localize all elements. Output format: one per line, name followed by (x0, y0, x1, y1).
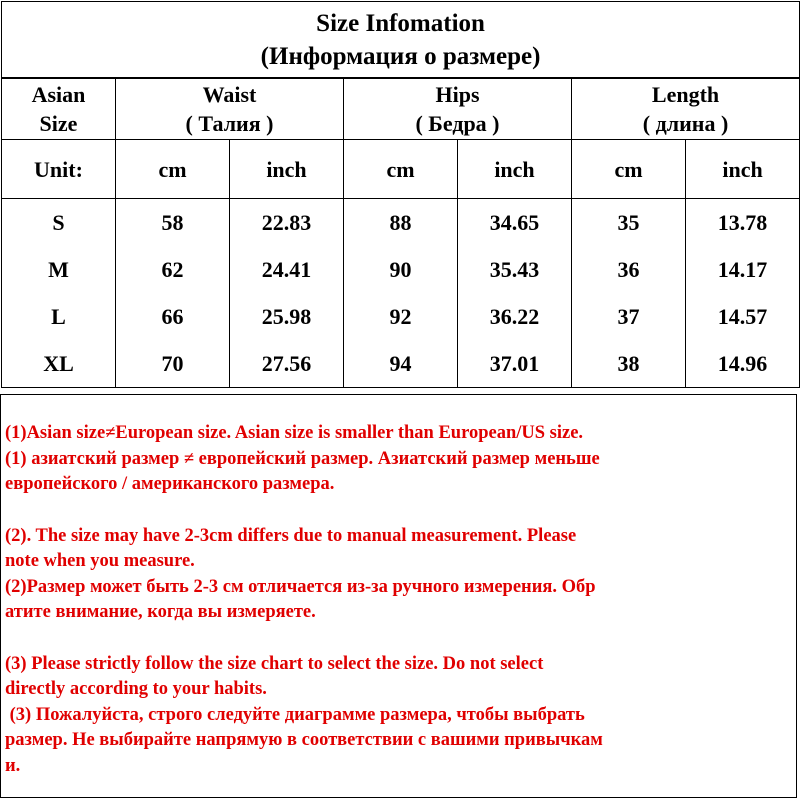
note-2-ru-line-1: (2)Размер может быть 2-3 см отличается из-за ручного измерения. Обр (5, 576, 596, 597)
title-line-ru: (Информация о размере) (260, 42, 541, 70)
table-row-m (2, 246, 800, 293)
waist-cm-cell: 66 (116, 293, 230, 340)
table-row-s (2, 199, 800, 247)
hips-cm-cell: 90 (344, 246, 458, 293)
size-table (1, 1, 800, 388)
waist-inch-cell: 27.56 (230, 340, 344, 388)
hips-inch-cell: 34.65 (458, 199, 572, 247)
header-size-label: Size (39, 111, 78, 136)
length-cm-cell: 36 (572, 246, 686, 293)
length-cm-cell: 37 (572, 293, 686, 340)
header-waist (116, 78, 344, 140)
size-cell: M (2, 246, 116, 293)
note-3-ru-line-3: и. (5, 755, 21, 776)
note-2-en-line-2: note when you measure. (5, 551, 195, 571)
waist-inch-cell: 22.83 (230, 199, 344, 247)
header-asian-size (2, 78, 116, 140)
unit-hips-inch: inch (458, 140, 572, 199)
note-3-ru-line-2: размер. Не выбирайте напрямую в соответствии с вашими привычкам (5, 730, 603, 750)
length-inch-cell: 14.17 (686, 246, 800, 293)
unit-hips-cm: cm (344, 140, 458, 199)
waist-inch-cell: 25.98 (230, 293, 344, 340)
waist-cm-cell: 58 (116, 199, 230, 247)
unit-waist-inch: inch (230, 140, 344, 199)
header-hips (344, 78, 572, 140)
size-cell: S (2, 199, 116, 247)
header-hips-ru: ( Бедра ) (415, 111, 500, 136)
title-line-en: Size Infomation (316, 9, 485, 37)
hips-cm-cell: 94 (344, 340, 458, 388)
waist-cm-cell: 70 (116, 340, 230, 388)
note-spacer (5, 498, 792, 524)
unit-length-inch: inch (686, 140, 800, 199)
note-2-ru-line-2: атите внимание, когда вы измеряете. (5, 602, 316, 622)
note-1-en: (1)Asian size≠European size. Asian size is smaller than European/US size. (5, 423, 584, 443)
hips-inch-cell: 37.01 (458, 340, 572, 388)
unit-waist-cm: cm (116, 140, 230, 199)
note-3-en-line-1: (3) Please strictly follow the size chart to select the size. Do not select (5, 653, 544, 674)
waist-cm-cell: 62 (116, 246, 230, 293)
header-asian-label: Asian (31, 82, 86, 107)
unit-label: Unit: (2, 140, 116, 199)
length-inch-cell: 13.78 (686, 199, 800, 247)
hips-inch-cell: 36.22 (458, 293, 572, 340)
note-spacer (5, 626, 792, 652)
header-waist-ru: ( Талия ) (185, 111, 274, 136)
note-1-ru-line-2: европейского / американского размера. (5, 474, 335, 494)
note-3-ru-line-1: (3) Пожалуйста, строго следуйте диаграмме размера, чтобы выбрать (5, 704, 585, 725)
size-cell: XL (2, 340, 116, 388)
header-length-ru: ( длина ) (642, 111, 729, 136)
unit-length-cm: cm (572, 140, 686, 199)
length-inch-cell: 14.57 (686, 293, 800, 340)
hips-cm-cell: 88 (344, 199, 458, 247)
header-length-en: Length (651, 82, 720, 107)
table-row-xl (2, 340, 800, 388)
table-row-l (2, 293, 800, 340)
length-inch-cell: 14.96 (686, 340, 800, 388)
note-2-en-line-1: (2). The size may have 2-3cm differs due to manual measurement. Please (5, 525, 577, 546)
unit-row (2, 140, 800, 199)
header-hips-en: Hips (435, 82, 480, 107)
size-cell: L (2, 293, 116, 340)
waist-inch-cell: 24.41 (230, 246, 344, 293)
header-row (2, 78, 800, 140)
size-notes (0, 394, 797, 798)
length-cm-cell: 35 (572, 199, 686, 247)
note-3-en-line-2: directly according to your habits. (5, 679, 267, 699)
header-waist-en: Waist (202, 82, 257, 107)
hips-inch-cell: 35.43 (458, 246, 572, 293)
title-row (2, 2, 800, 79)
hips-cm-cell: 92 (344, 293, 458, 340)
note-1-ru-line-1: (1) азиатский размер ≠ европейский размер. Азиатский размер меньше (5, 448, 600, 469)
header-length (572, 78, 800, 140)
table-title (2, 2, 800, 79)
length-cm-cell: 38 (572, 340, 686, 388)
